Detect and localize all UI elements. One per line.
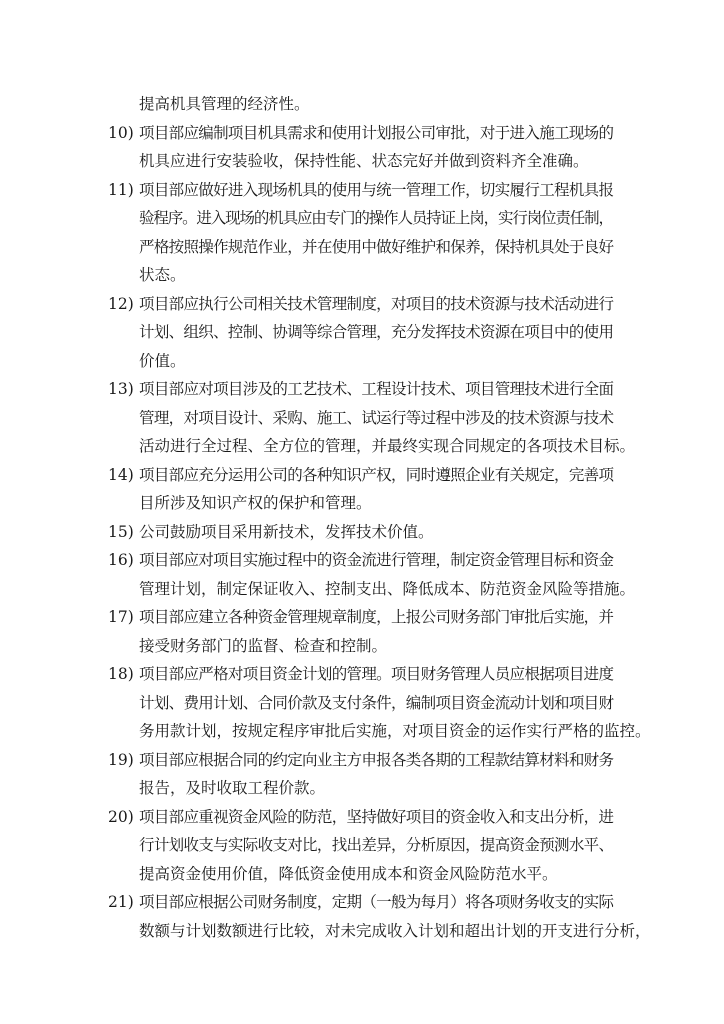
item-text-line: 机具应进行安装验收，保持性能、状态完好并做到资料齐全准确。 <box>139 152 589 170</box>
item-text-line: 状态。 <box>139 266 186 284</box>
item-text-line: 报告，及时收取工程价款。 <box>139 779 326 797</box>
item-text-line: 项目部应严格对项目资金计划的管理。项目财务管理人员应根据项目进度 <box>139 665 614 683</box>
item-text-line: 验程序。进入现场的机具应由专门的操作人员持证上岗，实行岗位责任制， <box>139 209 613 227</box>
item-text-line: 价值。 <box>139 351 186 370</box>
item-text-line: 数额与计划数额进行比较，对未完成收入计划和超出计划的开支进行分析， <box>139 921 651 940</box>
item-number: 13) <box>108 380 134 398</box>
item-text-line: 项目部应编制项目机具需求和使用计划报公司审批，对于进入施工现场的 <box>139 123 614 142</box>
item-text-line: 计划、费用计划、合同价款及支付条件，编制项目资金流动计划和项目财 <box>139 693 614 712</box>
item-number: 15) <box>108 522 134 541</box>
item-text-line: 提高机具管理的经济性。 <box>139 95 310 113</box>
item-text-line: 项目部应根据合同的约定向业主方申报各类各期的工程款结算材料和财务 <box>139 750 614 769</box>
item-text-line: 项目部应执行公司相关技术管理制度，对项目的技术资源与技术活动进行 <box>139 294 614 313</box>
item-number: 19) <box>108 750 134 769</box>
item-text-line: 公司鼓励项目采用新技术，发挥技术价值。 <box>139 522 434 541</box>
item-text-line: 严格按照操作规范作业，并在使用中做好维护和保养，保持机具处于良好 <box>139 237 614 256</box>
item-number: 14) <box>108 465 134 484</box>
item-text-line: 目所涉及知识产权的保护和管理。 <box>139 494 372 512</box>
item-number: 11) <box>108 180 134 199</box>
item-number: 12) <box>108 294 134 313</box>
item-text-line: 项目部应做好进入现场机具的使用与统一管理工作，切实履行工程机具报 <box>139 180 614 199</box>
item-text-line: 项目部应对项目实施过程中的资金流进行管理，制定资金管理目标和资金 <box>139 551 614 569</box>
item-text-line: 接受财务部门的监督、检查和控制。 <box>139 636 388 655</box>
item-text-line: 提高资金使用价值，降低资金使用成本和资金风险防范水平。 <box>139 864 558 883</box>
item-text-line: 项目部应充分运用公司的各种知识产权，同时遵照企业有关规定，完善项 <box>139 465 614 484</box>
item-number: 10) <box>108 123 134 142</box>
item-text-line: 活动进行全过程、全方位的管理，并最终实现合同规定的各项技术目标。 <box>139 437 636 455</box>
item-text-line: 计划、组织、控制、协调等综合管理，充分发挥技术资源在项目中的使用 <box>139 323 614 341</box>
item-text-line: 管理计划，制定保证收入、控制支出、降低成本、防范资金风险等措施。 <box>139 579 636 598</box>
item-text-line: 项目部应对项目涉及的工艺技术、工程设计技术、项目管理技术进行全面 <box>139 380 614 398</box>
item-text-line: 项目部应重视资金风险的防范，坚持做好项目的资金收入和支出分析，进 <box>139 807 614 826</box>
item-text-line: 项目部应根据公司财务制度，定期（一般为每月）将各项财务收支的实际 <box>139 893 614 911</box>
item-text-line: 管理，对项目设计、采购、施工、试运行等过程中涉及的技术资源与技术 <box>139 408 614 427</box>
item-text-line: 行计划收支与实际收支对比，找出差异，分析原因，提高资金预测水平、 <box>139 836 614 854</box>
item-number: 21) <box>108 893 134 911</box>
item-text-line: 务用款计划，按规定程序审批后实施，对项目资金的运作实行严格的监控。 <box>139 722 651 740</box>
item-number: 18) <box>108 665 134 683</box>
item-text-line: 项目部应建立各种资金管理规章制度，上报公司财务部门审批后实施，并 <box>139 608 614 626</box>
item-number: 20) <box>108 807 134 826</box>
item-number: 17) <box>108 608 134 626</box>
item-number: 16) <box>108 551 134 569</box>
